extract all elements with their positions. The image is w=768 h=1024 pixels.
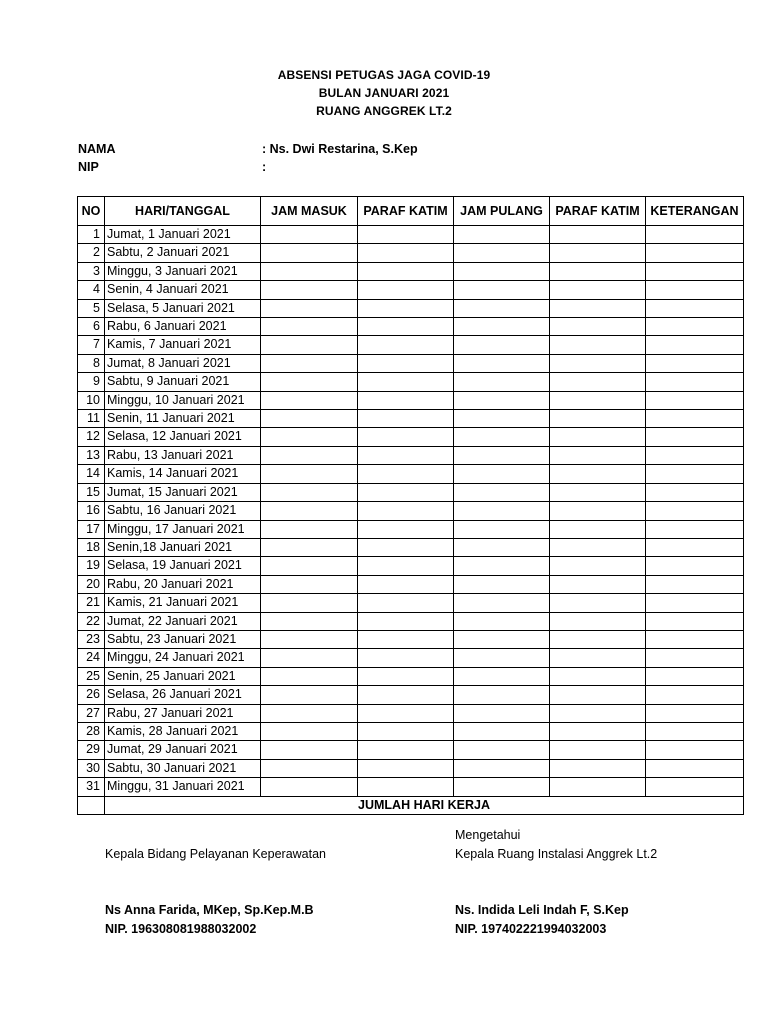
katim-initial-out-cell xyxy=(550,483,646,501)
katim-initial-out-cell xyxy=(550,741,646,759)
katim-initial-out-cell xyxy=(550,612,646,630)
table-row xyxy=(78,686,744,704)
row-number: 25 xyxy=(78,667,105,685)
row-number: 1 xyxy=(78,226,105,244)
katim-initial-in-cell xyxy=(358,262,454,280)
katim-initial-in-cell xyxy=(358,520,454,538)
katim-initial-out-cell xyxy=(550,778,646,796)
notes-cell xyxy=(646,649,744,667)
row-day-date: Senin, 25 Januari 2021 xyxy=(105,667,261,685)
row-day-date: Senin,18 Januari 2021 xyxy=(105,538,261,556)
katim-initial-in-cell xyxy=(358,318,454,336)
check-out-cell xyxy=(454,281,550,299)
table-row xyxy=(78,704,744,722)
row-number: 24 xyxy=(78,649,105,667)
row-number: 9 xyxy=(78,373,105,391)
left-signer-name: Ns Anna Farida, MKep, Sp.Kep.M.B xyxy=(105,903,314,917)
check-in-cell xyxy=(261,410,358,428)
katim-initial-in-cell xyxy=(358,391,454,409)
check-in-cell xyxy=(261,649,358,667)
notes-cell xyxy=(646,612,744,630)
check-out-cell xyxy=(454,410,550,428)
table-row xyxy=(78,649,744,667)
table-row xyxy=(78,318,744,336)
notes-cell xyxy=(646,686,744,704)
row-day-date: Sabtu, 9 Januari 2021 xyxy=(105,373,261,391)
table-row xyxy=(78,520,744,538)
check-out-cell xyxy=(454,722,550,740)
row-number: 19 xyxy=(78,557,105,575)
check-out-cell xyxy=(454,704,550,722)
katim-initial-out-cell xyxy=(550,557,646,575)
row-day-date: Sabtu, 30 Januari 2021 xyxy=(105,759,261,777)
check-in-cell xyxy=(261,630,358,648)
row-day-date: Rabu, 27 Januari 2021 xyxy=(105,704,261,722)
katim-initial-out-cell xyxy=(550,262,646,280)
check-out-cell xyxy=(454,741,550,759)
katim-initial-in-cell xyxy=(358,410,454,428)
row-day-date: Kamis, 7 Januari 2021 xyxy=(105,336,261,354)
table-row xyxy=(78,557,744,575)
check-in-cell xyxy=(261,612,358,630)
row-number: 28 xyxy=(78,722,105,740)
katim-initial-out-cell xyxy=(550,630,646,648)
row-number: 17 xyxy=(78,520,105,538)
katim-initial-in-cell xyxy=(358,704,454,722)
total-label: JUMLAH HARI KERJA xyxy=(105,796,744,814)
check-out-cell xyxy=(454,318,550,336)
row-number: 21 xyxy=(78,594,105,612)
notes-cell xyxy=(646,520,744,538)
table-row xyxy=(78,428,744,446)
check-in-cell xyxy=(261,704,358,722)
katim-initial-out-cell xyxy=(550,722,646,740)
table-row xyxy=(78,373,744,391)
katim-initial-in-cell xyxy=(358,667,454,685)
notes-cell xyxy=(646,446,744,464)
column-header-katim-initial-in: PARAF KATIM xyxy=(358,197,454,226)
check-out-cell xyxy=(454,612,550,630)
katim-initial-out-cell xyxy=(550,226,646,244)
check-in-cell xyxy=(261,281,358,299)
total-row-spacer xyxy=(78,796,105,814)
table-row xyxy=(78,741,744,759)
row-number: 8 xyxy=(78,354,105,372)
total-row xyxy=(78,796,744,814)
check-out-cell xyxy=(454,520,550,538)
katim-initial-out-cell xyxy=(550,575,646,593)
check-in-cell xyxy=(261,465,358,483)
katim-initial-in-cell xyxy=(358,354,454,372)
check-out-cell xyxy=(454,336,550,354)
table-row xyxy=(78,391,744,409)
row-number: 30 xyxy=(78,759,105,777)
notes-cell xyxy=(646,667,744,685)
katim-initial-out-cell xyxy=(550,649,646,667)
katim-initial-out-cell xyxy=(550,410,646,428)
notes-cell xyxy=(646,226,744,244)
check-in-cell xyxy=(261,373,358,391)
check-out-cell xyxy=(454,373,550,391)
katim-initial-out-cell xyxy=(550,299,646,317)
row-day-date: Jumat, 29 Januari 2021 xyxy=(105,741,261,759)
row-day-date: Rabu, 13 Januari 2021 xyxy=(105,446,261,464)
left-signer-nip: NIP. 196308081988032002 xyxy=(105,922,257,936)
katim-initial-out-cell xyxy=(550,336,646,354)
row-number: 26 xyxy=(78,686,105,704)
katim-initial-in-cell xyxy=(358,483,454,501)
check-in-cell xyxy=(261,299,358,317)
check-in-cell xyxy=(261,741,358,759)
check-out-cell xyxy=(454,446,550,464)
table-row xyxy=(78,612,744,630)
name-value: : Ns. Dwi Restarina, S.Kep xyxy=(262,142,418,156)
katim-initial-out-cell xyxy=(550,686,646,704)
katim-initial-in-cell xyxy=(358,630,454,648)
notes-cell xyxy=(646,778,744,796)
katim-initial-out-cell xyxy=(550,538,646,556)
notes-cell xyxy=(646,244,744,262)
row-day-date: Minggu, 31 Januari 2021 xyxy=(105,778,261,796)
row-number: 23 xyxy=(78,630,105,648)
notes-cell xyxy=(646,262,744,280)
katim-initial-in-cell xyxy=(358,557,454,575)
row-day-date: Minggu, 17 Januari 2021 xyxy=(105,520,261,538)
katim-initial-out-cell xyxy=(550,244,646,262)
row-day-date: Senin, 4 Januari 2021 xyxy=(105,281,261,299)
row-day-date: Jumat, 8 Januari 2021 xyxy=(105,354,261,372)
row-number: 11 xyxy=(78,410,105,428)
katim-initial-in-cell xyxy=(358,299,454,317)
check-in-cell xyxy=(261,446,358,464)
table-row xyxy=(78,226,744,244)
check-out-cell xyxy=(454,630,550,648)
katim-initial-in-cell xyxy=(358,428,454,446)
column-header-katim-initial-out: PARAF KATIM xyxy=(550,197,646,226)
katim-initial-out-cell xyxy=(550,446,646,464)
table-row xyxy=(78,262,744,280)
katim-initial-in-cell xyxy=(358,226,454,244)
check-in-cell xyxy=(261,778,358,796)
notes-cell xyxy=(646,410,744,428)
notes-cell xyxy=(646,630,744,648)
notes-cell xyxy=(646,428,744,446)
katim-initial-in-cell xyxy=(358,741,454,759)
katim-initial-out-cell xyxy=(550,281,646,299)
katim-initial-in-cell xyxy=(358,575,454,593)
row-number: 14 xyxy=(78,465,105,483)
notes-cell xyxy=(646,502,744,520)
document-title: ABSENSI PETUGAS JAGA COVID-19 xyxy=(277,68,491,82)
row-day-date: Rabu, 6 Januari 2021 xyxy=(105,318,261,336)
notes-cell xyxy=(646,759,744,777)
check-in-cell xyxy=(261,318,358,336)
document-subtitle-month: BULAN JANUARI 2021 xyxy=(318,86,450,100)
table-row xyxy=(78,778,744,796)
row-day-date: Kamis, 14 Januari 2021 xyxy=(105,465,261,483)
notes-cell xyxy=(646,391,744,409)
table-row xyxy=(78,446,744,464)
attendance-table-body xyxy=(78,226,744,797)
row-day-date: Selasa, 12 Januari 2021 xyxy=(105,428,261,446)
notes-cell xyxy=(646,704,744,722)
right-signer-title: Kepala Ruang Instalasi Anggrek Lt.2 xyxy=(455,847,658,861)
check-in-cell xyxy=(261,391,358,409)
notes-cell xyxy=(646,354,744,372)
row-number: 10 xyxy=(78,391,105,409)
row-day-date: Minggu, 10 Januari 2021 xyxy=(105,391,261,409)
row-day-date: Kamis, 28 Januari 2021 xyxy=(105,722,261,740)
katim-initial-in-cell xyxy=(358,612,454,630)
check-out-cell xyxy=(454,759,550,777)
row-day-date: Selasa, 5 Januari 2021 xyxy=(105,299,261,317)
check-in-cell xyxy=(261,336,358,354)
acknowledge-label: Mengetahui xyxy=(455,828,521,842)
check-out-cell xyxy=(454,594,550,612)
check-in-cell xyxy=(261,575,358,593)
notes-cell xyxy=(646,722,744,740)
check-in-cell xyxy=(261,722,358,740)
check-out-cell xyxy=(454,299,550,317)
row-day-date: Sabtu, 2 Januari 2021 xyxy=(105,244,261,262)
check-out-cell xyxy=(454,428,550,446)
katim-initial-in-cell xyxy=(358,465,454,483)
notes-cell xyxy=(646,557,744,575)
check-in-cell xyxy=(261,483,358,501)
katim-initial-in-cell xyxy=(358,594,454,612)
notes-cell xyxy=(646,594,744,612)
check-in-cell xyxy=(261,557,358,575)
katim-initial-out-cell xyxy=(550,391,646,409)
row-number: 13 xyxy=(78,446,105,464)
row-day-date: Sabtu, 23 Januari 2021 xyxy=(105,630,261,648)
notes-cell xyxy=(646,483,744,501)
row-day-date: Minggu, 24 Januari 2021 xyxy=(105,649,261,667)
table-row xyxy=(78,281,744,299)
row-number: 3 xyxy=(78,262,105,280)
check-in-cell xyxy=(261,502,358,520)
check-in-cell xyxy=(261,520,358,538)
check-in-cell xyxy=(261,686,358,704)
katim-initial-out-cell xyxy=(550,594,646,612)
check-out-cell xyxy=(454,778,550,796)
katim-initial-out-cell xyxy=(550,373,646,391)
katim-initial-out-cell xyxy=(550,704,646,722)
column-header-day: HARI/TANGGAL xyxy=(105,197,261,226)
row-number: 27 xyxy=(78,704,105,722)
row-number: 12 xyxy=(78,428,105,446)
table-row xyxy=(78,502,744,520)
table-row xyxy=(78,354,744,372)
column-header-check-in: JAM MASUK xyxy=(261,197,358,226)
check-in-cell xyxy=(261,428,358,446)
katim-initial-in-cell xyxy=(358,336,454,354)
katim-initial-in-cell xyxy=(358,502,454,520)
row-number: 20 xyxy=(78,575,105,593)
column-header-no: NO xyxy=(78,197,105,226)
check-out-cell xyxy=(454,557,550,575)
katim-initial-out-cell xyxy=(550,354,646,372)
katim-initial-in-cell xyxy=(358,538,454,556)
row-day-date: Rabu, 20 Januari 2021 xyxy=(105,575,261,593)
check-in-cell xyxy=(261,538,358,556)
katim-initial-out-cell xyxy=(550,465,646,483)
katim-initial-out-cell xyxy=(550,502,646,520)
katim-initial-out-cell xyxy=(550,667,646,685)
katim-initial-in-cell xyxy=(358,686,454,704)
row-number: 7 xyxy=(78,336,105,354)
nip-label: NIP xyxy=(78,160,99,174)
table-row xyxy=(78,483,744,501)
row-day-date: Sabtu, 16 Januari 2021 xyxy=(105,502,261,520)
row-day-date: Selasa, 19 Januari 2021 xyxy=(105,557,261,575)
table-row xyxy=(78,722,744,740)
check-in-cell xyxy=(261,354,358,372)
check-in-cell xyxy=(261,244,358,262)
check-in-cell xyxy=(261,759,358,777)
right-signer-name: Ns. Indida Leli Indah F, S.Kep xyxy=(455,903,629,917)
check-in-cell xyxy=(261,262,358,280)
row-number: 2 xyxy=(78,244,105,262)
katim-initial-in-cell xyxy=(358,759,454,777)
notes-cell xyxy=(646,575,744,593)
check-out-cell xyxy=(454,538,550,556)
row-number: 4 xyxy=(78,281,105,299)
notes-cell xyxy=(646,538,744,556)
notes-cell xyxy=(646,281,744,299)
table-row xyxy=(78,336,744,354)
left-signer-title: Kepala Bidang Pelayanan Keperawatan xyxy=(105,847,327,861)
table-row xyxy=(78,759,744,777)
check-out-cell xyxy=(454,667,550,685)
katim-initial-out-cell xyxy=(550,428,646,446)
check-out-cell xyxy=(454,244,550,262)
table-row xyxy=(78,244,744,262)
row-day-date: Jumat, 1 Januari 2021 xyxy=(105,226,261,244)
check-out-cell xyxy=(454,354,550,372)
row-number: 31 xyxy=(78,778,105,796)
notes-cell xyxy=(646,318,744,336)
column-header-notes: KETERANGAN xyxy=(646,197,744,226)
table-row xyxy=(78,465,744,483)
row-day-date: Jumat, 22 Januari 2021 xyxy=(105,612,261,630)
right-signer-nip: NIP. 197402221994032003 xyxy=(455,922,607,936)
katim-initial-in-cell xyxy=(358,649,454,667)
attendance-table xyxy=(77,196,744,815)
row-number: 29 xyxy=(78,741,105,759)
name-label: NAMA xyxy=(78,142,116,156)
row-day-date: Jumat, 15 Januari 2021 xyxy=(105,483,261,501)
check-out-cell xyxy=(454,391,550,409)
katim-initial-in-cell xyxy=(358,722,454,740)
katim-initial-in-cell xyxy=(358,778,454,796)
row-day-date: Kamis, 21 Januari 2021 xyxy=(105,594,261,612)
check-out-cell xyxy=(454,483,550,501)
check-in-cell xyxy=(261,594,358,612)
column-header-check-out: JAM PULANG xyxy=(454,197,550,226)
check-out-cell xyxy=(454,262,550,280)
check-out-cell xyxy=(454,686,550,704)
row-day-date: Minggu, 3 Januari 2021 xyxy=(105,262,261,280)
katim-initial-in-cell xyxy=(358,373,454,391)
check-in-cell xyxy=(261,226,358,244)
document-subtitle-room: RUANG ANGGREK LT.2 xyxy=(316,104,452,118)
nip-value: : xyxy=(262,160,267,174)
table-row xyxy=(78,630,744,648)
row-number: 16 xyxy=(78,502,105,520)
notes-cell xyxy=(646,336,744,354)
row-number: 15 xyxy=(78,483,105,501)
row-day-date: Senin, 11 Januari 2021 xyxy=(105,410,261,428)
notes-cell xyxy=(646,299,744,317)
katim-initial-in-cell xyxy=(358,244,454,262)
check-in-cell xyxy=(261,667,358,685)
table-row xyxy=(78,410,744,428)
katim-initial-in-cell xyxy=(358,446,454,464)
table-row xyxy=(78,299,744,317)
check-out-cell xyxy=(454,575,550,593)
table-row xyxy=(78,594,744,612)
row-number: 5 xyxy=(78,299,105,317)
check-out-cell xyxy=(454,649,550,667)
row-day-date: Selasa, 26 Januari 2021 xyxy=(105,686,261,704)
notes-cell xyxy=(646,741,744,759)
katim-initial-out-cell xyxy=(550,759,646,777)
table-header-row xyxy=(78,197,744,226)
table-row xyxy=(78,538,744,556)
row-number: 6 xyxy=(78,318,105,336)
notes-cell xyxy=(646,465,744,483)
row-number: 22 xyxy=(78,612,105,630)
katim-initial-out-cell xyxy=(550,318,646,336)
row-number: 18 xyxy=(78,538,105,556)
katim-initial-out-cell xyxy=(550,520,646,538)
table-row xyxy=(78,575,744,593)
check-out-cell xyxy=(454,502,550,520)
check-out-cell xyxy=(454,226,550,244)
table-row xyxy=(78,667,744,685)
check-out-cell xyxy=(454,465,550,483)
katim-initial-in-cell xyxy=(358,281,454,299)
notes-cell xyxy=(646,373,744,391)
